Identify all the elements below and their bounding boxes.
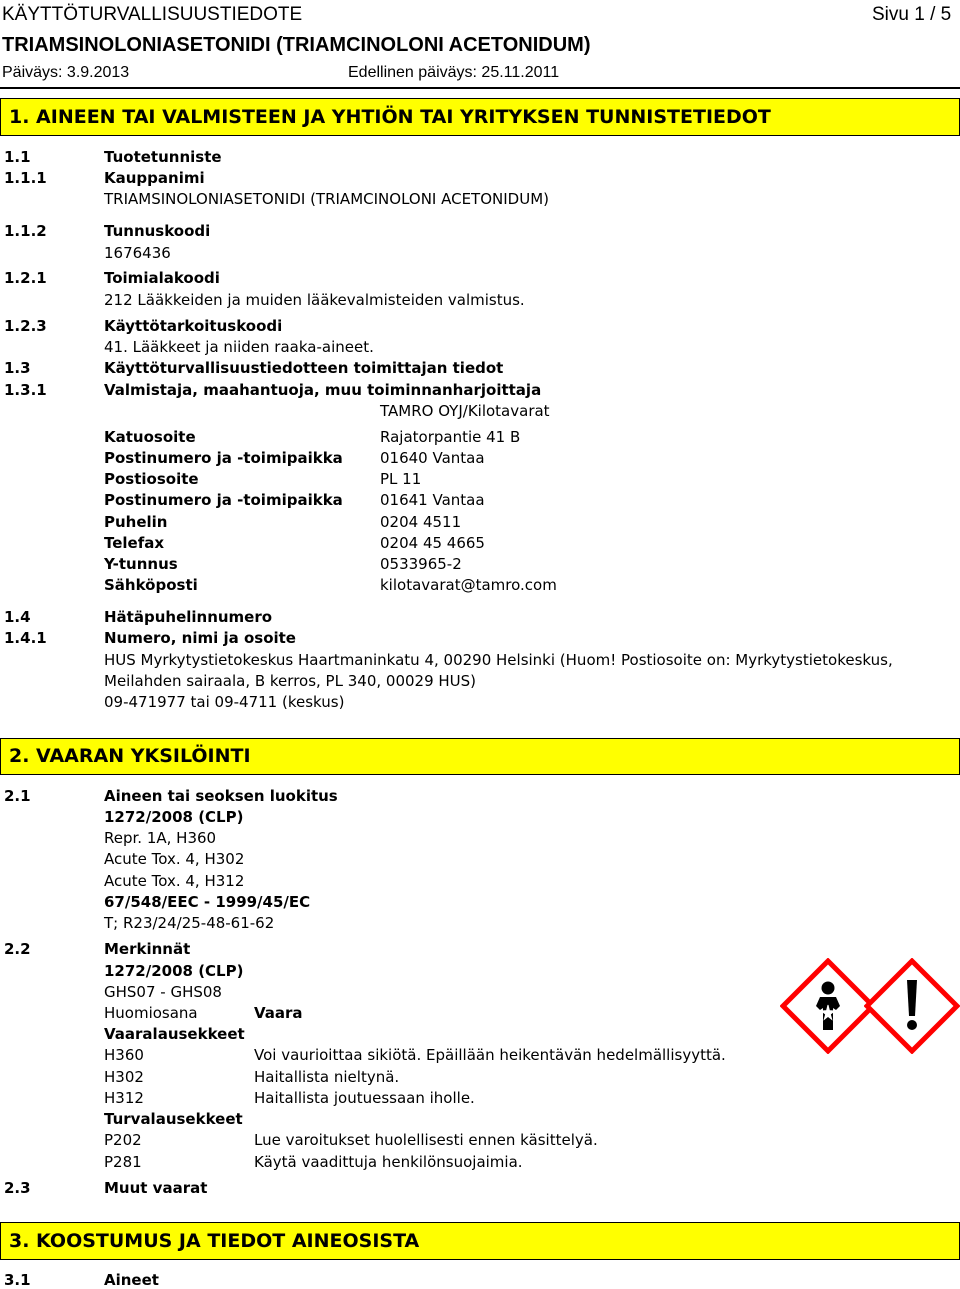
contact-value: 01641 Vantaa <box>380 491 485 509</box>
clp-regulation-label: 1272/2008 (CLP) <box>104 962 244 980</box>
hazard-statements-heading: Vaaralausekkeet <box>104 1025 245 1043</box>
section-number: 1.1.2 <box>4 222 47 240</box>
hazard-text: Voi vaurioittaa sikiötä. Epäillään heikentävän hedelmällisyyttä. <box>254 1046 726 1064</box>
section-number: 1.4 <box>4 608 31 626</box>
section-number: 1.2.3 <box>4 317 47 335</box>
emergency-address-line: Meilahden sairaala, B kerros, PL 340, 00029 HUS) <box>104 672 477 690</box>
page-indicator: Sivu 1 / 5 <box>872 4 952 25</box>
precaution-code: P281 <box>104 1153 142 1171</box>
hazard-code: H302 <box>104 1068 144 1086</box>
clp-regulation-label: 1272/2008 (CLP) <box>104 808 244 826</box>
issue-date: Päiväys: 3.9.2013 <box>2 64 130 81</box>
contact-label: Katuosoite <box>104 428 196 446</box>
header-divider <box>0 87 960 89</box>
document-title: KÄYTTÖTURVALLISUUSTIEDOTE <box>2 4 303 25</box>
section-number: 1.3 <box>4 359 31 377</box>
emergency-contact-heading: Numero, nimi ja osoite <box>104 629 296 647</box>
contact-value: PL 11 <box>380 470 422 488</box>
supplier-heading: Käyttöturvallisuustiedotteen toimittajan tiedot <box>104 359 504 377</box>
contact-value: 0204 4511 <box>380 513 462 531</box>
contact-label: Postinumero ja -toimipaikka <box>104 449 343 467</box>
section-number: 2.1 <box>4 787 31 805</box>
section-number: 1.3.1 <box>4 381 47 399</box>
substances-heading: Aineet <box>104 1271 159 1289</box>
product-code: 1676436 <box>104 244 171 262</box>
hazard-text: Haitallista nieltynä. <box>254 1068 400 1086</box>
classification-entry: Acute Tox. 4, H302 <box>104 850 245 868</box>
contact-value: 01640 Vantaa <box>380 449 485 467</box>
section-number: 1.1 <box>4 148 31 166</box>
section-number: 2.3 <box>4 1179 31 1197</box>
email-link[interactable]: kilotavarat@tamro.com <box>380 576 557 594</box>
hazard-code: H312 <box>104 1089 144 1107</box>
hazard-text: Haitallista joutuessaan iholle. <box>254 1089 475 1107</box>
industry-code: 212 Lääkkeiden ja muiden lääkevalmisteiden valmistus. <box>104 291 525 309</box>
precautionary-statements-heading: Turvalausekkeet <box>104 1110 243 1128</box>
emergency-phone-numbers: 09-471977 tai 09-4711 (keskus) <box>104 693 345 711</box>
section-2-title: 2. VAARAN YKSILÖINTI <box>9 745 251 767</box>
classification-entry: Repr. 1A, H360 <box>104 829 217 847</box>
emergency-address-line: HUS Myrkytystietokeskus Haartmaninkatu 4, 00290 Helsinki (Huom! Postiosoite on: Myrkytystietokeskus, <box>104 651 893 669</box>
section-number: 3.1 <box>4 1271 31 1289</box>
precaution-code: P202 <box>104 1131 142 1149</box>
product-name: TRIAMSINOLONIASETONIDI (TRIAMCINOLONI ACETONIDUM) <box>2 34 591 56</box>
health-hazard-icon <box>780 958 876 1054</box>
exclamation-mark-icon <box>864 958 960 1054</box>
contact-value: 0533965-2 <box>380 555 462 573</box>
section-3-banner <box>0 1222 960 1260</box>
contact-label: Telefax <box>104 534 165 552</box>
contact-value: 0204 45 4665 <box>380 534 485 552</box>
section-3-title: 3. KOOSTUMUS JA TIEDOT AINEOSISTA <box>9 1230 420 1252</box>
precaution-text: Lue varoitukset huolellisesti ennen käsittelyä. <box>254 1131 598 1149</box>
contact-label: Sähköposti <box>104 576 198 594</box>
previous-date: Edellinen päiväys: 25.11.2011 <box>348 64 560 81</box>
pictogram-codes: GHS07 - GHS08 <box>104 983 222 1001</box>
eec-directive-label: 67/548/EEC - 1999/45/EC <box>104 893 311 911</box>
labelling-heading: Merkinnät <box>104 940 191 958</box>
section-1-banner <box>0 98 960 136</box>
classification-heading: Aineen tai seoksen luokitus <box>104 787 338 805</box>
signal-word-label: Huomiosana <box>104 1004 198 1022</box>
product-identifier-heading: Tuotetunniste <box>104 148 222 166</box>
precaution-text: Käytä vaadittuja henkilönsuojaimia. <box>254 1153 523 1171</box>
eec-classification: T; R23/24/25-48-61-62 <box>104 914 275 932</box>
emergency-phone-heading: Hätäpuhelinnumero <box>104 608 273 626</box>
hazard-code: H360 <box>104 1046 144 1064</box>
classification-entry: Acute Tox. 4, H312 <box>104 872 245 890</box>
contact-label: Y-tunnus <box>104 555 178 573</box>
contact-value: Rajatorpantie 41 B <box>380 428 521 446</box>
trade-name: TRIAMSINOLONIASETONIDI (TRIAMCINOLONI ACETONIDUM) <box>104 190 549 208</box>
section-number: 1.4.1 <box>4 629 47 647</box>
company-name: TAMRO OYJ/Kilotavarat <box>380 402 550 420</box>
section-number: 1.1.1 <box>4 169 47 187</box>
use-code-heading: Käyttötarkoituskoodi <box>104 317 283 335</box>
use-code: 41. Lääkkeet ja niiden raaka-aineet. <box>104 338 374 356</box>
contact-label: Postinumero ja -toimipaikka <box>104 491 343 509</box>
product-code-heading: Tunnuskoodi <box>104 222 211 240</box>
section-2-banner <box>0 738 960 775</box>
section-1-title: 1. AINEEN TAI VALMISTEEN JA YHTIÖN TAI YRITYKSEN TUNNISTETIEDOT <box>9 106 771 128</box>
industry-code-heading: Toimialakoodi <box>104 269 220 287</box>
contact-label: Puhelin <box>104 513 168 531</box>
contact-label: Postiosoite <box>104 470 199 488</box>
section-number: 1.2.1 <box>4 269 47 287</box>
section-number: 2.2 <box>4 940 31 958</box>
manufacturer-heading: Valmistaja, maahantuoja, muu toiminnanharjoittaja <box>104 381 542 399</box>
trade-name-heading: Kauppanimi <box>104 169 205 187</box>
other-hazards-heading: Muut vaarat <box>104 1179 208 1197</box>
signal-word: Vaara <box>254 1004 303 1022</box>
